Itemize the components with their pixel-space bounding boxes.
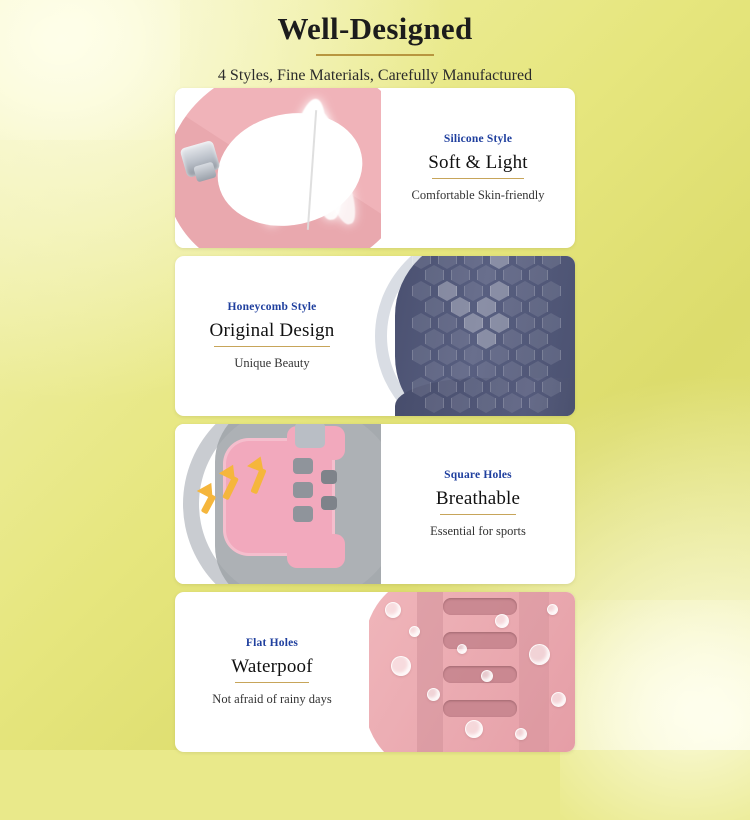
feather-icon (267, 96, 375, 246)
card-eyebrow: Honeycomb Style (227, 301, 317, 313)
water-drop-icon (385, 602, 401, 618)
feature-card-flat-holes (175, 592, 575, 752)
card-headline: Soft & Light (428, 152, 528, 179)
water-drop-icon (551, 692, 566, 707)
card-caption: Not afraid of rainy days (212, 692, 332, 706)
feature-card-honeycomb (175, 256, 575, 416)
breathable-plate-illustration (175, 424, 381, 584)
card-eyebrow: Silicone Style (443, 133, 513, 145)
card-eyebrow: Square Holes (444, 469, 512, 481)
square-hole (293, 482, 313, 498)
water-drop-icon (457, 644, 467, 654)
feature-card-square-holes-copy (381, 424, 575, 584)
feature-card-honeycomb-copy (175, 256, 369, 416)
square-hole (293, 506, 313, 522)
water-drop-icon (427, 688, 440, 701)
pink-plate-tab-bottom (287, 534, 345, 568)
honeycomb-texture (399, 256, 575, 416)
water-drop-icon (481, 670, 493, 682)
feature-card-silicone (175, 88, 575, 248)
square-hole (293, 458, 313, 474)
card-headline: Waterpoof (231, 656, 313, 683)
square-hole (321, 470, 337, 484)
water-drop-icon (495, 614, 509, 628)
card-eyebrow: Flat Holes (245, 637, 299, 649)
silicone-band-illustration (175, 88, 381, 248)
water-drop-icon (465, 720, 483, 738)
page-title: Well-Designed (277, 11, 473, 46)
water-drop-icon (529, 644, 550, 665)
page-header (0, 0, 750, 86)
card-headline: Original Design (210, 320, 335, 347)
card-caption: Unique Beauty (234, 356, 310, 370)
honeycomb-band-illustration (369, 256, 575, 416)
feature-card-flat-holes-copy (175, 592, 369, 752)
plate-knob (295, 424, 325, 448)
band-rail-left (417, 592, 443, 752)
feature-card-list (175, 88, 575, 760)
water-drop-icon (547, 604, 558, 615)
water-drop-icon (391, 656, 411, 676)
corner-glow-bottom-right (560, 600, 750, 820)
flat-hole (443, 666, 517, 683)
water-drop-icon (409, 626, 420, 637)
water-drop-icon (515, 728, 527, 740)
feature-card-square-holes (175, 424, 575, 584)
flat-hole (443, 598, 517, 615)
square-hole (321, 496, 337, 510)
title-underline (316, 54, 434, 56)
card-headline: Breathable (436, 488, 520, 515)
flat-hole (443, 700, 517, 717)
card-caption: Comfortable Skin-friendly (411, 188, 545, 202)
waterproof-band-illustration (369, 592, 575, 752)
feature-card-silicone-copy (381, 88, 575, 248)
page-subtitle: 4 Styles, Fine Materials, Carefully Manufactured (217, 67, 533, 84)
flat-hole (443, 632, 517, 649)
card-caption: Essential for sports (430, 524, 526, 538)
